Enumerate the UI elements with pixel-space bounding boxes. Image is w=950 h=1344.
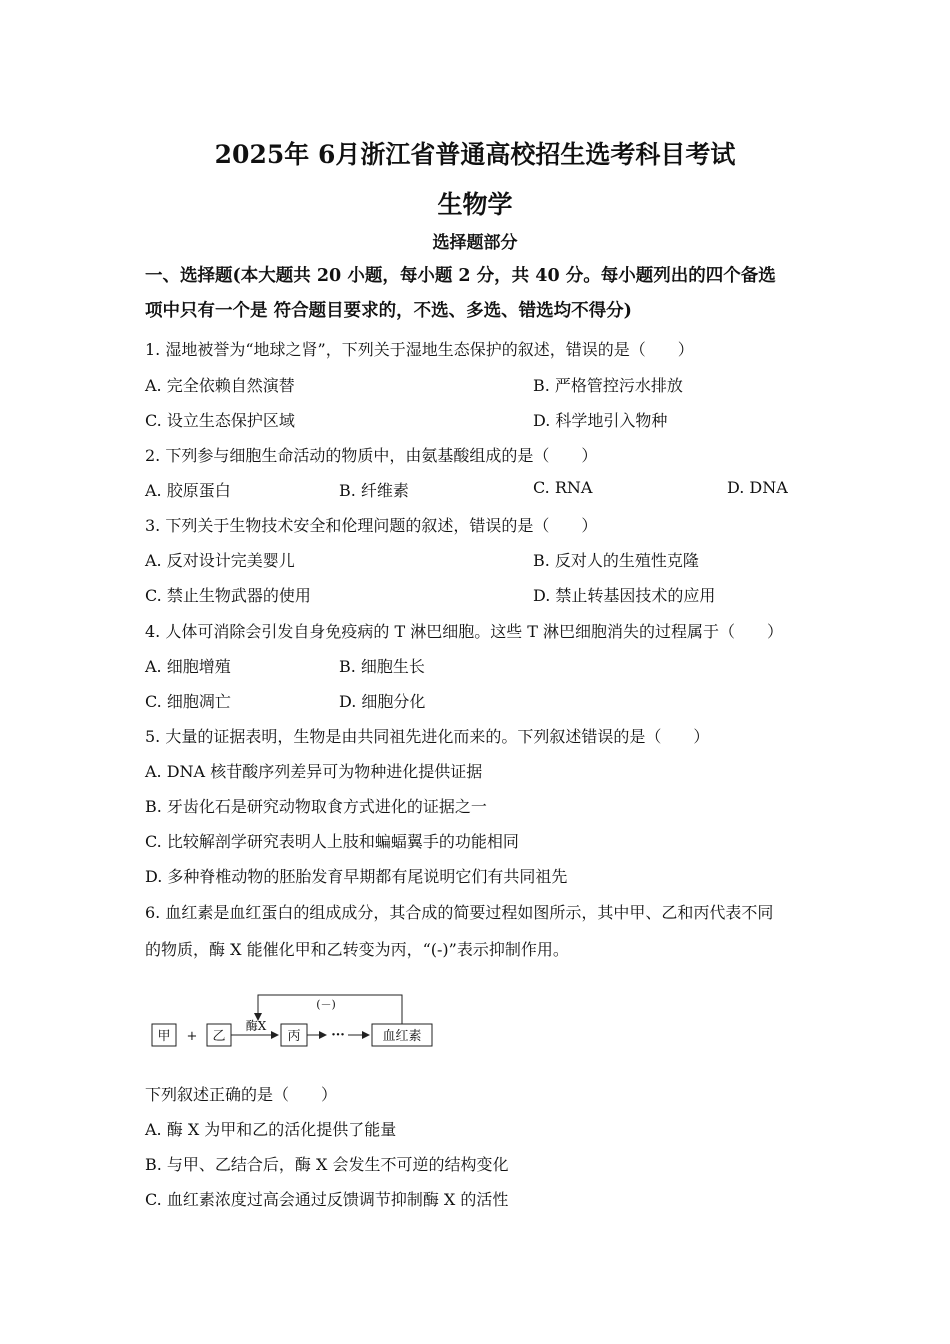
- label-yi: 乙: [212, 1029, 226, 1044]
- question-2-option-d: D. DNA: [727, 478, 788, 497]
- question-3-option-a: A. 反对设计完美婴儿: [145, 551, 295, 570]
- question-3-option-c: C. 禁止生物武器的使用: [145, 586, 311, 605]
- question-6-option-c: C. 血红素浓度过高会通过反馈调节抑制酶 X 的活性: [145, 1190, 509, 1209]
- question-3-option-d: D. 禁止转基因技术的应用: [533, 586, 716, 605]
- question-6-option-b: B. 与甲、乙结合后，酶 X 会发生不可逆的结构变化: [145, 1155, 509, 1174]
- question-2-option-b: B. 纤维素: [339, 481, 409, 500]
- question-4-option-a: A. 细胞增殖: [145, 657, 231, 676]
- label-inhibit: (－): [316, 998, 336, 1011]
- question-5-option-d: D. 多种脊椎动物的胚胎发育早期都有尾说明它们有共同祖先: [145, 867, 568, 886]
- question-5-option-b: B. 牙齿化石是研究动物取食方式进化的证据之一: [145, 797, 487, 816]
- subject-title: 生物学: [437, 190, 513, 219]
- question-1-option-c: C. 设立生态保护区域: [145, 411, 295, 430]
- question-6-ask: 下列叙述正确的是（ ）: [145, 1085, 338, 1104]
- question-4-option-b: B. 细胞生长: [339, 657, 425, 676]
- part-title: 选择题部分: [432, 233, 518, 253]
- question-6-option-a: A. 酶 X 为甲和乙的活化提供了能量: [145, 1120, 397, 1139]
- label-enzyme-x: 酶X: [245, 1019, 267, 1033]
- label-bing: 丙: [287, 1029, 301, 1044]
- question-2-stem: 2. 下列参与细胞生命活动的物质中，由氨基酸组成的是（ ）: [145, 446, 598, 465]
- exam-title: 2025年 6月浙江省普通高校招生选考科目考试: [214, 140, 736, 169]
- question-6-stem-line1: 6. 血红素是血红蛋白的组成成分，其合成的简要过程如图所示，其中甲、乙和丙代表不同: [145, 903, 774, 922]
- question-5-stem: 5. 大量的证据表明，生物是由共同祖先进化而来的。下列叙述错误的是（ ）: [145, 727, 710, 746]
- heme-synthesis-diagram: [150, 988, 440, 1050]
- label-heme: 血红素: [382, 1029, 422, 1044]
- question-1-stem: 1. 湿地被誉为“地球之肾”，下列关于湿地生态保护的叙述，错误的是（ ）: [145, 340, 694, 359]
- question-6-stem-line2: 的物质，酶 X 能催化甲和乙转变为丙，“(-)”表示抑制作用。: [145, 940, 569, 959]
- question-5-option-c: C. 比较解剖学研究表明人上肢和蝙蝠翼手的功能相同: [145, 832, 519, 851]
- section-instruction-line2: 项中只有一个是 符合题目要求的，不选、多选、错选均不得分): [145, 301, 632, 321]
- question-2-option-c: C. RNA: [533, 478, 593, 497]
- question-1-option-a: A. 完全依赖自然演替: [145, 376, 295, 395]
- question-1-option-d: D. 科学地引入物种: [533, 411, 668, 430]
- question-4-stem: 4. 人体可消除会引发自身免疫病的 T 淋巴细胞。这些 T 淋巴细胞消失的过程属于（ ）: [145, 622, 784, 641]
- label-plus: +: [186, 1029, 198, 1044]
- label-dots: ···: [331, 1028, 345, 1043]
- label-jia: 甲: [157, 1029, 171, 1044]
- section-instruction-line1: 一、选择题(本大题共 20 小题，每小题 2 分，共 40 分。每小题列出的四个备选: [145, 266, 776, 286]
- question-3-stem: 3. 下列关于生物技术安全和伦理问题的叙述，错误的是（ ）: [145, 516, 598, 535]
- question-3-option-b: B. 反对人的生殖性克隆: [533, 551, 699, 570]
- question-4-option-c: C. 细胞凋亡: [145, 692, 231, 711]
- question-5-option-a: A. DNA 核苷酸序列差异可为物种进化提供证据: [145, 762, 483, 781]
- question-1-option-b: B. 严格管控污水排放: [533, 376, 683, 395]
- question-2-option-a: A. 胶原蛋白: [145, 481, 231, 500]
- question-4-option-d: D. 细胞分化: [339, 692, 426, 711]
